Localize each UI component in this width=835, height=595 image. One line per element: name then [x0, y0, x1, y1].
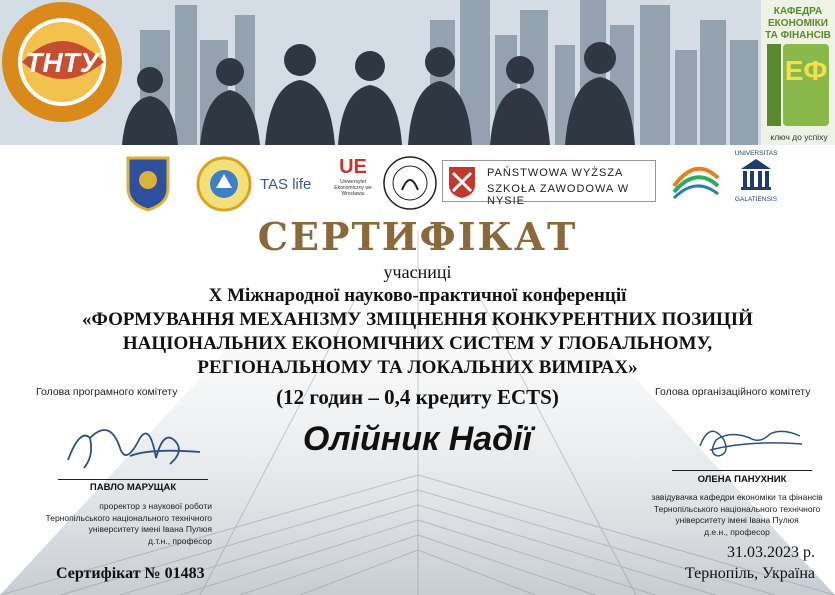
- right-role-line1: завідувачка кафедри економіки та фінансів: [651, 492, 823, 502]
- right-signature-line: [672, 470, 812, 471]
- indo-european-logo: [666, 156, 726, 206]
- header-banner: [0, 0, 835, 145]
- topic-line-3: РЕГІОНАЛЬНОМУ ТА ЛОКАЛЬНИХ ВИМІРАХ»: [197, 357, 638, 378]
- tas-life-logo: TAS life: [260, 176, 312, 193]
- galati-line1: UNIVERSITAS: [734, 150, 778, 157]
- topic-line-2: НАЦІОНАЛЬНИХ ЕКОНОМІЧНИХ СИСТЕМ У ГЛОБАЛЬНОМУ,: [122, 333, 713, 354]
- dept-tagline: ключ до успіху: [770, 132, 828, 142]
- left-signatory-name: ПАВЛО МАРУЩАК: [89, 482, 177, 493]
- issue-date: 31.03.2023 р.: [727, 544, 815, 561]
- department-logo: [761, 0, 835, 145]
- program-committee-heading: Голова програмного комітету: [36, 386, 178, 398]
- left-role-line3: університету імені Івана Пулюя: [88, 524, 212, 534]
- left-signature-line: [58, 479, 208, 480]
- organizing-committee-heading: Голова організаційного комітету: [655, 386, 811, 398]
- crest-icon: [122, 154, 174, 212]
- galatiensis-logo: [730, 150, 782, 203]
- recipient-label: учасниці: [383, 262, 452, 282]
- right-role-line3: університету імені Івана Пулюя: [675, 515, 799, 525]
- right-signatory-name: ОЛЕНА ПАНУХНИК: [697, 474, 787, 485]
- pwsz-line2: SZKOŁA ZAWODOWA W NYSIE: [487, 183, 630, 207]
- left-signatory-role: [28, 501, 212, 547]
- galati-building-icon: [739, 157, 773, 191]
- ue-mark: UE: [339, 156, 367, 178]
- dept-line2: ЕКОНОМІКИ: [768, 18, 828, 29]
- right-role-line2: Тернопільського національного технічного: [653, 503, 821, 514]
- right-role-line4: д.е.н., професор: [704, 526, 770, 537]
- recipient-name: Олійник Надії: [302, 420, 533, 458]
- ue-logo: [333, 156, 373, 197]
- left-signature: [60, 408, 210, 478]
- galati-line2: GALATIENSIS: [734, 196, 778, 203]
- issue-city: Тернопіль, Україна: [684, 565, 815, 582]
- left-role-line1: проректор з наукової роботи: [99, 501, 212, 511]
- partner-logos: [118, 150, 778, 220]
- politechnika-seal-icon: [382, 154, 438, 212]
- pwsz-logo: [442, 160, 656, 207]
- round-emblem-icon: [196, 156, 252, 212]
- left-role-line4: д.т.н., професор: [148, 535, 212, 546]
- pwsz-line1: PAŃSTWOWA WYŻSZA: [487, 167, 624, 179]
- right-signatory-role: [645, 492, 829, 538]
- dept-letters: ЕФ: [784, 55, 828, 86]
- pwsz-shield-icon: [447, 165, 477, 199]
- hours-credits: (12 годин – 0,4 кредиту ECTS): [276, 385, 559, 409]
- dept-line1: КАФЕДРА: [773, 6, 823, 17]
- topic-line-1: «ФОРМУВАННЯ МЕХАНІЗМУ ЗМІЦНЕННЯ КОНКУРЕНТНИХ ПОЗИЦІЙ: [82, 309, 753, 330]
- certificate-title: СЕРТИФІКАТ: [257, 214, 578, 259]
- certificate-number: Сертифікат № 01483: [56, 565, 205, 582]
- dept-line3: ТА ФІНАНСІВ: [765, 30, 831, 41]
- conference-line: X Міжнародної науково-практичної конференції: [208, 285, 627, 306]
- ue-caption: Uniwersytet Ekonomiczny we Wrocławiu: [334, 179, 372, 197]
- seal-mark-text: ТНТУ: [25, 47, 99, 78]
- university-seal-icon: [0, 0, 128, 128]
- conference-topic: [0, 308, 835, 380]
- left-role-line2: Тернопільського національного технічного: [45, 512, 212, 523]
- right-signature: [690, 410, 810, 470]
